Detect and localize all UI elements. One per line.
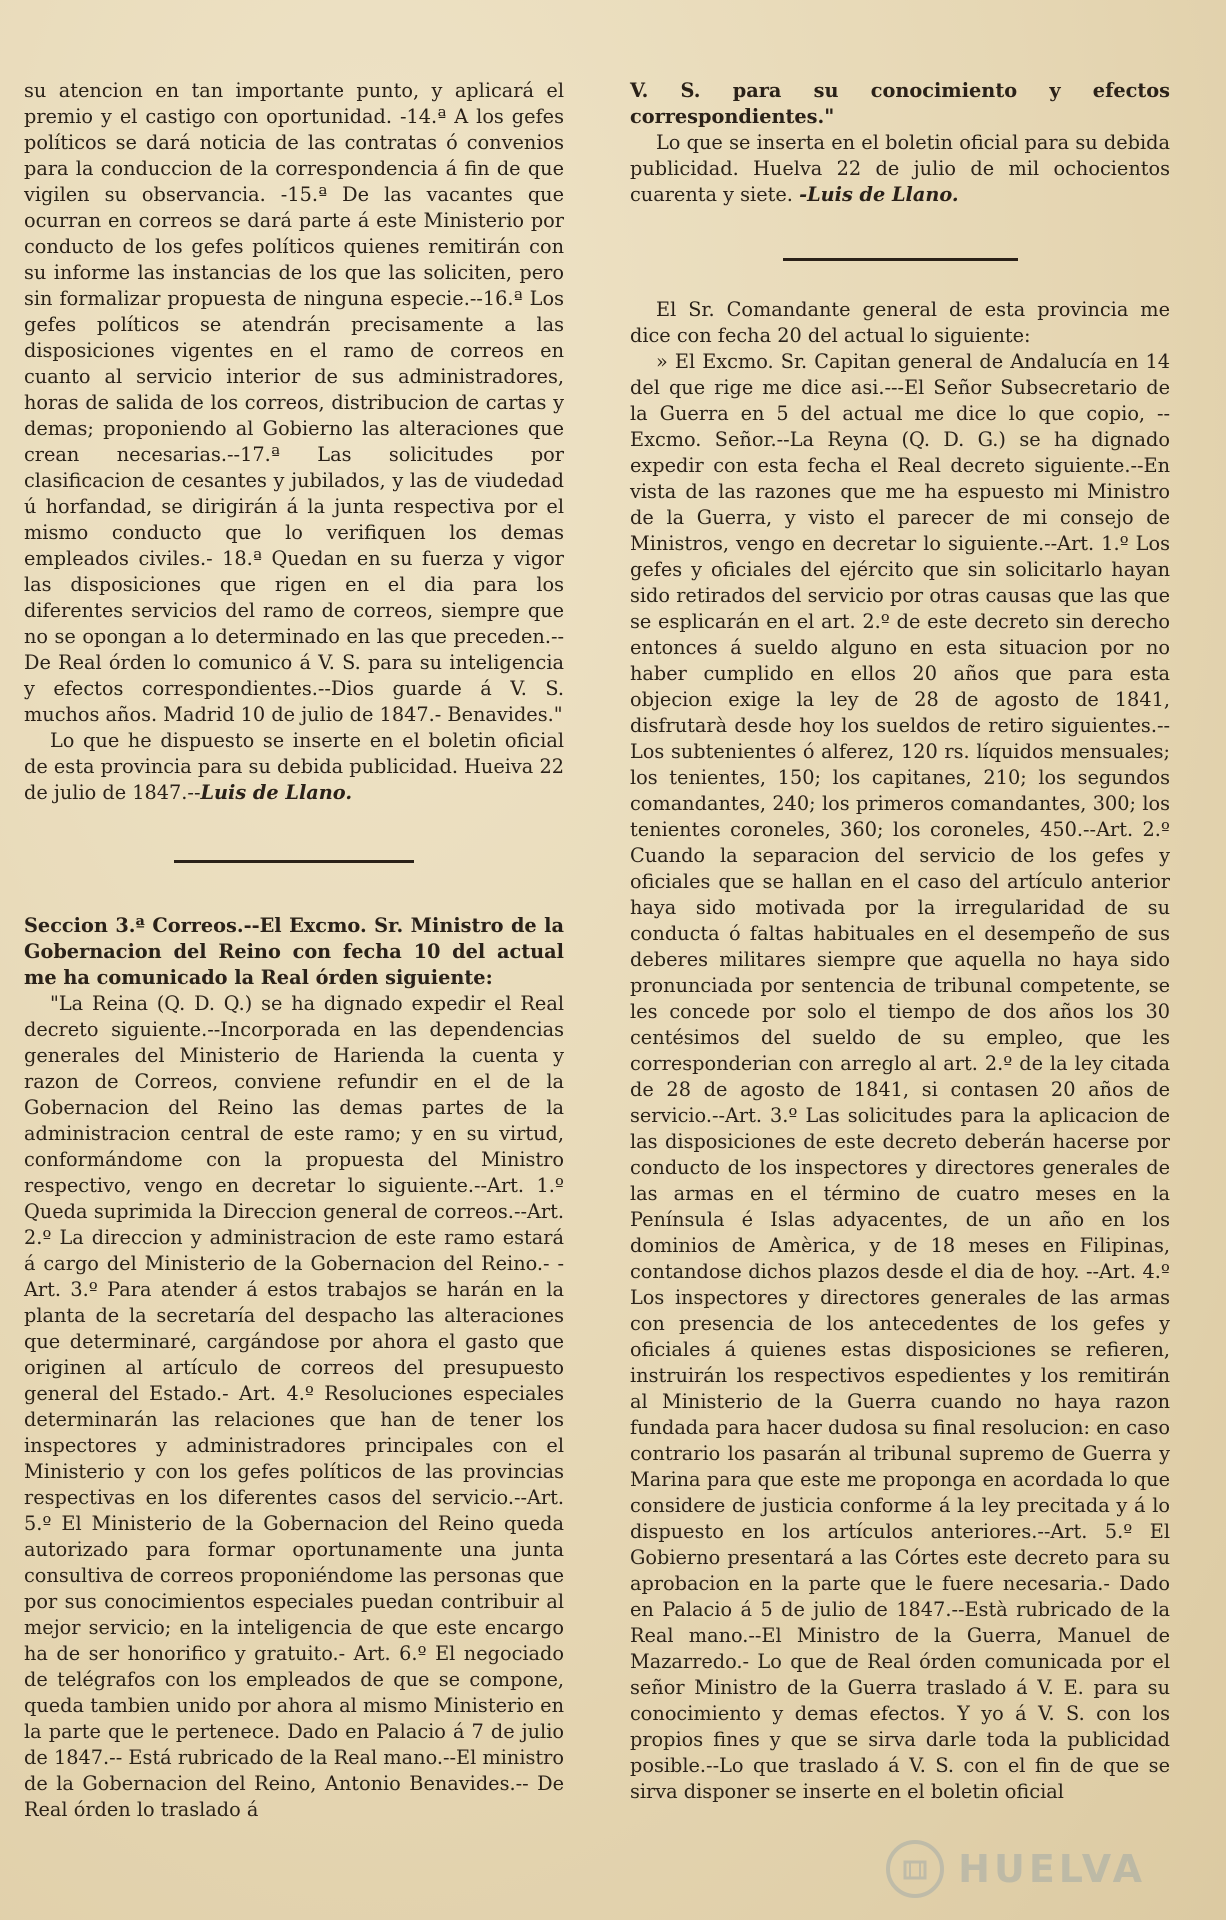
right-signature: -Luis de Llano. <box>799 183 959 206</box>
section-divider-left <box>174 860 414 863</box>
archive-seal-icon <box>886 1840 944 1898</box>
right-column <box>630 78 1170 1805</box>
right-paragraph-decree: » El Excmo. Sr. Capitan general de Andalucía en 14 del que rige me dice asi.---El Señor Subsecretario de la Guerra en 5 del actual me dice lo que copio, --Excmo. Señor.--La Reyna (Q. D. G.) se ha dignado expedir con esta fecha el Real decreto siguiente.--En vista de las razones que me ha espuesto mi Ministro de la Guerra, y visto el parecer de mi consejo de Ministros, vengo en decretar lo siguiente.--Art. 1.º Los gefes y oficiales del ejército que sin solicitarlo hayan sido retirados del servicio por otras causas que las que se esplicarán en el art. 2.º de este decreto sin derecho entonces á sueldo alguno en esta situacion por no haber cumplido en ellos 20 años que para esta objecion exige la ley de 28 de agosto de 1841, disfrutarà desde hoy los sueldos de retiro siguientes.--Los subtenientes ó alferez, 120 rs. líquidos mensuales; los tenientes, 150; los capitanes, 210; los segundos comandantes, 240; los primeros comandantes, 300; los tenientes coroneles, 360; los coroneles, 450.--Art. 2.º Cuando la separacion del servicio de los gefes y oficiales que se hallan en el caso del artículo anterior haya sido motivada por la irregularidad de su conducta ó faltas habituales en el desempeño de sus deberes militares siempre que aquella no haya sido pronunciada por sentencia de tribunal competente, se les concede por solo el tiempo de dos años los 30 centésimos del sueldo de su empleo, que les corresponderian con arreglo al art. 2.º de la ley citada de 28 de agosto de 1841, si contasen 20 años de servicio.--Art. 3.º Las solicitudes para la aplicacion de las disposiciones de este decreto deberán hacerse por conducto de los inspectores y directores generales de las armas en el término de cuatro meses en la Península é Islas adyacentes, de un año en los dominios de Amèrica, y de 18 meses en Filipinas, contandose dichos plazos desde el dia de hoy. --Art. 4.º Los inspectores y directores generales de las armas con presencia de los antecedentes de los gefes y oficiales á quienes estas disposiciones se refieren, instruirán los respectivos espedientes y los remitirán al Ministerio de la Guerra cuando no haya razon fundada para hacer dudosa su final resolucion: en caso contrario los pasarán al tribunal supremo de Guerra y Marina para que este me proponga en acordada lo que considere de justicia conforme á la ley precitada y á lo dispuesto en los artículos anteriores.--Art. 5.º El Gobierno presentará a las Córtes este decreto para su aprobacion en la parte que le fuere necesaria.- Dado en Palacio á 5 de julio de 1847.--Està rubricado de la Real mano.--El Ministro de la Guerra, Manuel de Mazarredo.- Lo que de Real órden comunicada por el señor Ministro de la Guerra traslado á V. E. para su conocimiento y demas efectos. Y yo á V. S. con los propios fines y que se sirva darle toda la publicidad posible.--Lo que traslado á V. S. con el fin de que se sirva disponer se inserte en el boletin oficial <box>630 350 1170 1803</box>
left-paragraph-1: su atencion en tan importante punto, y aplicará el premio y el castigo con oportunidad. -14.ª A los gefes políticos se dará noticia de las contratas ó convenios para la conduccion de la correspondencia á fin de que vigilen su observancia. -15.ª De las vacantes que ocurran en correos se dará parte á este Ministerio por conducto de los gefes políticos quienes remitirán con su informe las instancias de los que las soliciten, pero sin formalizar propuesta de ninguna especie.--16.ª Los gefes políticos se atendrán precisamente a las disposiciones vigentes en el ramo de correos en cuanto al servicio interior de sus administradores, horas de salida de los correos, distribucion de cartas y demas; proponiendo al Gobierno las alteraciones que crean necesarias.--17.ª Las solicitudes por clasificacion de cesantes y jubilados, y las de viudedad ú horfandad, se dirigirán á la junta respectiva por el mismo conducto que lo verifiquen los demas empleados civiles.- 18.ª Quedan en su fuerza y vigor las disposiciones que rigen en el dia para los diferentes servicios del ramo de correos, siempre que no se opongan a lo determinado en las que preceden.--De Real órden lo comunico á V. S. para su inteligencia y efectos correspondientes.--Dios guarde á V. S. muchos años. Madrid 10 de julio de 1847.- Benavides." <box>24 79 564 726</box>
left-column <box>24 78 564 1823</box>
left-paragraph-decree: "La Reina (Q. D. Q.) se ha dignado expedir el Real decreto siguiente.--Incorporada en las dependencias generales del Ministerio de Harienda la cuenta y razon de Correos, conviene refundir en el de la Gobernacion del Reino las demas partes de la administracion central de este ramo; y en su virtud, conformándome con la propuesta del Ministro respectivo, vengo en decretar lo siguiente.--Art. 1.º Queda suprimida la Direccion general de correos.--Art. 2.º La direccion y administracion de este ramo estará á cargo del Ministerio de la Gobernacion del Reino.- -Art. 3.º Para atender á estos trabajos se harán en la planta de la secretaría del despacho las alteraciones que determinaré, cargándose por ahora el gasto que originen al artículo de correos del presupuesto general del Estado.- Art. 4.º Resoluciones especiales determinarán las relaciones que han de tener los inspectores y administradores principales con el Ministerio y con los gefes políticos de las provincias respectivas en los diferentes casos del servicio.--Art. 5.º El Ministerio de la Gobernacion del Reino queda autorizado para formar oportunamente una junta consultiva de correos proponiéndome las personas que por sus conocimientos especiales puedan contribuir al mejor servicio; en la inteligencia de que este encargo ha de ser honorifico y gratuito.- Art. 6.º El negociado de telégrafos con los empleados de que se compone, queda tambien unido por ahora al mismo Ministerio en la parte que le pertenece. Dado en Palacio á 7 de julio de 1847.-- Está rubricado de la Real mano.--El ministro de la Gobernacion del Reino, Antonio Benavides.-- De Real órden lo traslado á <box>24 992 564 1821</box>
section-3-heading: Seccion 3.ª Correos.-- <box>24 914 260 937</box>
right-paragraph-1: V. S. para su conocimiento y efectos correspondientes." <box>630 79 1170 128</box>
left-paragraph-2-text: Lo que he dispuesto se inserte en el boletin oficial de esta provincia para su debida publicidad. Hueiva 22 de julio de 1847.-- <box>24 729 564 804</box>
right-paragraph-3: El Sr. Comandante general de esta provincia me dice con fecha 20 del actual lo siguiente: <box>630 298 1170 347</box>
seal-emblem-icon <box>900 1854 930 1884</box>
archive-watermark <box>886 1840 1146 1898</box>
right-paragraph-2 <box>630 130 1170 208</box>
section-3-intro: El Excmo. Sr. Ministro de la Gobernacion del Reino con fecha 10 del actual me ha comunicado la Real órden siguiente: <box>24 914 564 989</box>
right-paragraph-2-text: Lo que se inserta en el boletin oficial para su debida publicidad. Huelva 22 de julio de mil ochocientos cuarenta y siete. <box>630 131 1170 206</box>
watermark-text: HUELVA <box>958 1847 1146 1891</box>
left-paragraph-2 <box>24 728 564 806</box>
section-divider-right <box>783 258 1018 261</box>
left-signature: Luis de Llano. <box>200 781 353 804</box>
section-3-heading-paragraph <box>24 913 564 991</box>
